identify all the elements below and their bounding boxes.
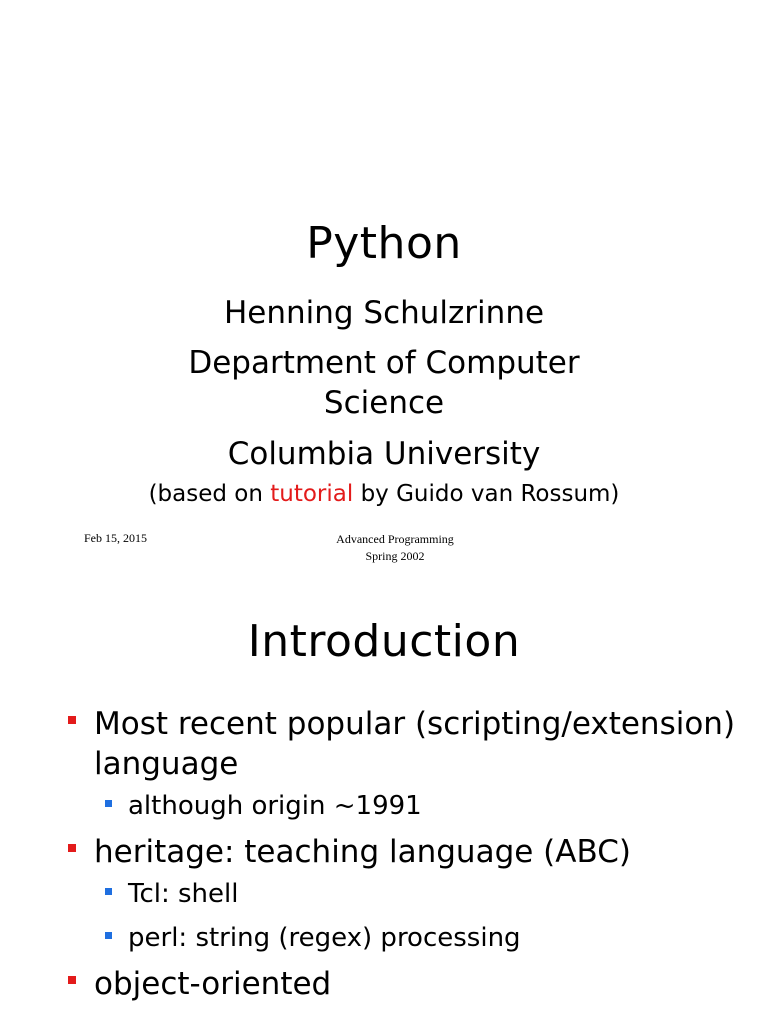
- bullet-text: Most recent popular (scripting/extension) language: [94, 706, 736, 782]
- bullet-item: [0, 832, 768, 872]
- footer-course-name: Advanced Programming: [336, 532, 454, 546]
- bullet-text: object-oriented: [94, 966, 332, 1002]
- bullet-list: [0, 704, 768, 1008]
- tutorial-link[interactable]: tutorial: [270, 481, 354, 507]
- sub-bullet-item: [0, 876, 768, 912]
- footer-date: Feb 15, 2015: [84, 531, 147, 545]
- bullet-text: Tcl: shell: [128, 879, 239, 909]
- bullet-item: [0, 704, 768, 784]
- square-bullet-icon: [105, 800, 112, 807]
- footer-course-term: Spring 2002: [365, 549, 425, 563]
- square-bullet-icon: [68, 976, 76, 984]
- slide-title: Introduction: [247, 616, 521, 667]
- bullet-text: heritage: teaching language (ABC): [94, 834, 631, 870]
- square-bullet-icon: [105, 932, 112, 939]
- introduction-slide: [0, 576, 768, 1024]
- author-name: Henning Schulzrinne: [223, 295, 545, 331]
- slide-title: Python: [306, 218, 462, 269]
- department-name: Department of Computer Science: [188, 345, 580, 421]
- attribution-line: [140, 479, 628, 509]
- attribution-prefix: (based on: [148, 481, 271, 507]
- attribution-suffix: by Guido van Rossum): [353, 481, 620, 507]
- footer-course: [290, 531, 500, 565]
- university-name: Columbia University: [227, 436, 541, 472]
- sub-bullet-item: [0, 920, 768, 956]
- square-bullet-icon: [68, 716, 76, 724]
- bullet-text: perl: string (regex) processing: [128, 923, 521, 953]
- bullet-item: [0, 964, 768, 1004]
- bullet-text: although origin ~1991: [128, 791, 422, 821]
- square-bullet-icon: [68, 844, 76, 852]
- square-bullet-icon: [105, 888, 112, 895]
- sub-bullet-item: [0, 788, 768, 824]
